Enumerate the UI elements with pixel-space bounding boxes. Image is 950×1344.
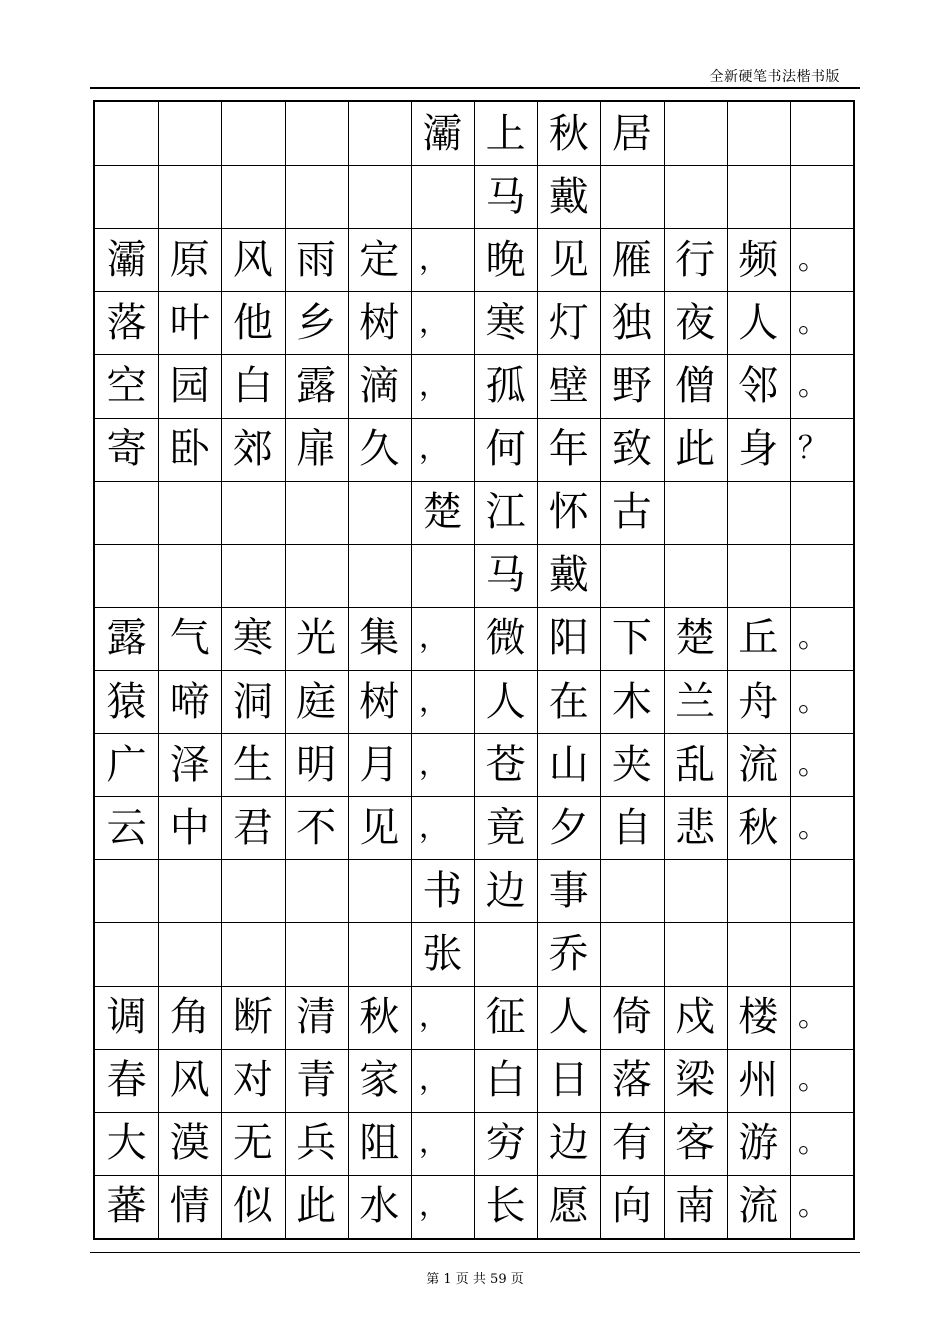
grid-character: 年 bbox=[548, 426, 589, 473]
bottom-rule bbox=[90, 1252, 860, 1253]
grid-character: 蕃 bbox=[106, 1183, 147, 1230]
grid-character: 灯 bbox=[548, 299, 589, 346]
grid-character: 马 bbox=[485, 552, 526, 599]
grid-character: 。 bbox=[797, 304, 828, 340]
grid-character: 致 bbox=[611, 426, 652, 473]
grid-character: 有 bbox=[611, 1120, 652, 1167]
grid-character: 白 bbox=[485, 1057, 526, 1104]
grid-character: ， bbox=[418, 999, 449, 1035]
grid-character: 人 bbox=[548, 994, 589, 1041]
grid-character: 光 bbox=[296, 615, 337, 662]
grid-character: 雁 bbox=[611, 236, 652, 283]
grid-character: 见 bbox=[359, 804, 400, 851]
grid-character: 中 bbox=[169, 804, 210, 851]
grid-character: 此 bbox=[675, 426, 716, 473]
grid-character: 兰 bbox=[675, 678, 716, 725]
grid-character: 木 bbox=[611, 678, 652, 725]
grid-character: 边 bbox=[485, 867, 526, 914]
grid-character: ， bbox=[418, 620, 449, 656]
grid-character: 漠 bbox=[169, 1120, 210, 1167]
grid-character: 庭 bbox=[296, 678, 337, 725]
grid-character: 扉 bbox=[296, 426, 337, 473]
grid-character: 滴 bbox=[359, 362, 400, 409]
grid-character: 大 bbox=[106, 1120, 147, 1167]
page-footer: 第 1 页 共 59 页 bbox=[426, 1272, 524, 1287]
grid-character: 落 bbox=[106, 299, 147, 346]
header-title: 全新硬笔书法楷书版 bbox=[709, 69, 840, 85]
grid-character: 边 bbox=[548, 1120, 589, 1167]
grid-character: 夹 bbox=[611, 741, 652, 788]
grid-character: 白 bbox=[232, 362, 273, 409]
grid-character: 寒 bbox=[232, 615, 273, 662]
grid-character: 卧 bbox=[169, 426, 210, 473]
grid-character: 马 bbox=[485, 173, 526, 220]
grid-character: 洞 bbox=[232, 678, 273, 725]
grid-character: 南 bbox=[675, 1183, 716, 1230]
grid-character: 长 bbox=[485, 1183, 526, 1230]
grid-character: 风 bbox=[232, 236, 273, 283]
grid-character: 久 bbox=[359, 426, 400, 473]
grid-character: 人 bbox=[738, 299, 779, 346]
grid-character: 调 bbox=[106, 994, 147, 1041]
grid-character: 在 bbox=[548, 678, 589, 725]
grid-character: 悲 bbox=[675, 804, 716, 851]
grid-character: 楚 bbox=[675, 615, 716, 662]
grid-character: 壁 bbox=[548, 362, 589, 409]
grid-character: ？ bbox=[797, 431, 828, 467]
grid-character: 游 bbox=[738, 1120, 779, 1167]
grid-character: 倚 bbox=[611, 994, 652, 1041]
grid-character: 丘 bbox=[738, 615, 779, 662]
grid-character: 僧 bbox=[675, 362, 716, 409]
grid-character: 生 bbox=[232, 741, 273, 788]
grid-character: 。 bbox=[797, 1188, 828, 1224]
grid-character: ， bbox=[418, 809, 449, 845]
grid-character: 此 bbox=[296, 1183, 337, 1230]
grid-character: 身 bbox=[738, 426, 779, 473]
grid-character: 寒 bbox=[485, 299, 526, 346]
grid-character: 邻 bbox=[738, 362, 779, 409]
grid-character: 灞 bbox=[106, 236, 147, 283]
grid-character: 见 bbox=[548, 236, 589, 283]
grid-character: 自 bbox=[611, 804, 652, 851]
grid-character: 青 bbox=[296, 1057, 337, 1104]
grid-character: 乡 bbox=[296, 299, 337, 346]
grid-character: 。 bbox=[797, 999, 828, 1035]
grid-character: ， bbox=[418, 241, 449, 277]
grid-character: 云 bbox=[106, 804, 147, 851]
grid-character: 。 bbox=[797, 620, 828, 656]
grid-character: 清 bbox=[296, 994, 337, 1041]
grid-character: 水 bbox=[359, 1183, 400, 1230]
grid-character: 乔 bbox=[548, 930, 589, 977]
grid-character: 。 bbox=[797, 1125, 828, 1161]
grid-character: 楼 bbox=[738, 994, 779, 1041]
grid-character: 原 bbox=[169, 236, 210, 283]
grid-character: 叶 bbox=[169, 299, 210, 346]
grid-character: 向 bbox=[611, 1183, 652, 1230]
grid-character: 不 bbox=[296, 804, 337, 851]
grid-character: 戴 bbox=[548, 552, 589, 599]
grid-character: 秋 bbox=[738, 804, 779, 851]
grid-character: 野 bbox=[611, 362, 652, 409]
grid-character: ， bbox=[418, 367, 449, 403]
grid-character: 。 bbox=[797, 809, 828, 845]
grid-character: 君 bbox=[232, 804, 273, 851]
grid-character: 竟 bbox=[485, 804, 526, 851]
grid-character: 气 bbox=[169, 615, 210, 662]
grid-character: 人 bbox=[485, 678, 526, 725]
grid-character: 阳 bbox=[548, 615, 589, 662]
grid-character: 孤 bbox=[485, 362, 526, 409]
grid-character: 。 bbox=[797, 746, 828, 782]
grid-character: 戍 bbox=[675, 994, 716, 1041]
grid-character: 明 bbox=[296, 741, 337, 788]
grid-character: 怀 bbox=[548, 489, 589, 536]
grid-character: 微 bbox=[485, 615, 526, 662]
grid-character: 树 bbox=[359, 678, 400, 725]
grid-row-line bbox=[95, 922, 853, 923]
grid-character: 树 bbox=[359, 299, 400, 346]
grid-character: 上 bbox=[485, 110, 526, 157]
grid-character: 无 bbox=[232, 1120, 273, 1167]
grid-character: 秋 bbox=[359, 994, 400, 1041]
grid-character: 晚 bbox=[485, 236, 526, 283]
grid-character: ， bbox=[418, 683, 449, 719]
grid-character: 事 bbox=[548, 867, 589, 914]
grid-character: 园 bbox=[169, 362, 210, 409]
grid-character: 书 bbox=[422, 867, 463, 914]
grid-character: 泽 bbox=[169, 741, 210, 788]
grid-character: 家 bbox=[359, 1057, 400, 1104]
grid-character: 广 bbox=[106, 741, 147, 788]
grid-character: 居 bbox=[611, 110, 652, 157]
grid-character: 他 bbox=[232, 299, 273, 346]
grid-character: 寄 bbox=[106, 426, 147, 473]
grid-character: 郊 bbox=[232, 426, 273, 473]
grid-character: ， bbox=[418, 304, 449, 340]
grid-character: 月 bbox=[359, 741, 400, 788]
top-rule bbox=[90, 87, 860, 89]
grid-character: 定 bbox=[359, 236, 400, 283]
grid-character: 兵 bbox=[296, 1120, 337, 1167]
grid-character: 断 bbox=[232, 994, 273, 1041]
grid-character: 古 bbox=[611, 489, 652, 536]
grid-character: ， bbox=[418, 746, 449, 782]
grid-character: 似 bbox=[232, 1183, 273, 1230]
grid-character: 雨 bbox=[296, 236, 337, 283]
grid-character: 张 bbox=[422, 930, 463, 977]
grid-character: 阻 bbox=[359, 1120, 400, 1167]
grid-character: 对 bbox=[232, 1057, 273, 1104]
grid-character: 乱 bbox=[675, 741, 716, 788]
grid-character: 情 bbox=[169, 1183, 210, 1230]
grid-character: 愿 bbox=[548, 1183, 589, 1230]
grid-character: 猿 bbox=[106, 678, 147, 725]
grid-character: 流 bbox=[738, 1183, 779, 1230]
grid-character: 。 bbox=[797, 367, 828, 403]
grid-character: ， bbox=[418, 431, 449, 467]
grid-character: 夜 bbox=[675, 299, 716, 346]
grid-character: 何 bbox=[485, 426, 526, 473]
grid-character: 风 bbox=[169, 1057, 210, 1104]
grid-character: ， bbox=[418, 1125, 449, 1161]
grid-character: 楚 bbox=[422, 489, 463, 536]
character-grid bbox=[95, 102, 853, 1238]
grid-character: 行 bbox=[675, 236, 716, 283]
grid-character: 流 bbox=[738, 741, 779, 788]
grid-character: 频 bbox=[738, 236, 779, 283]
grid-character: 夕 bbox=[548, 804, 589, 851]
grid-character: 独 bbox=[611, 299, 652, 346]
grid-character: 下 bbox=[611, 615, 652, 662]
grid-character: 。 bbox=[797, 683, 828, 719]
grid-character: 苍 bbox=[485, 741, 526, 788]
grid-character: 露 bbox=[106, 615, 147, 662]
grid-character: 戴 bbox=[548, 173, 589, 220]
grid-character: 灞 bbox=[422, 110, 463, 157]
grid-character: 落 bbox=[611, 1057, 652, 1104]
grid-character: 空 bbox=[106, 362, 147, 409]
grid-character: 集 bbox=[359, 615, 400, 662]
grid-character: ， bbox=[418, 1062, 449, 1098]
grid-character: ， bbox=[418, 1188, 449, 1224]
grid-character: 露 bbox=[296, 362, 337, 409]
grid-character: 角 bbox=[169, 994, 210, 1041]
grid-character: 。 bbox=[797, 241, 828, 277]
grid-character: 梁 bbox=[675, 1057, 716, 1104]
grid-character: 山 bbox=[548, 741, 589, 788]
grid-character: 征 bbox=[485, 994, 526, 1041]
grid-character: 舟 bbox=[738, 678, 779, 725]
grid-character: 。 bbox=[797, 1062, 828, 1098]
grid-character: 春 bbox=[106, 1057, 147, 1104]
grid-character: 江 bbox=[485, 489, 526, 536]
grid-character: 日 bbox=[548, 1057, 589, 1104]
grid-character: 州 bbox=[738, 1057, 779, 1104]
grid-character: 客 bbox=[675, 1120, 716, 1167]
grid-character: 啼 bbox=[169, 678, 210, 725]
grid-character: 秋 bbox=[548, 110, 589, 157]
grid-character: 穷 bbox=[485, 1120, 526, 1167]
